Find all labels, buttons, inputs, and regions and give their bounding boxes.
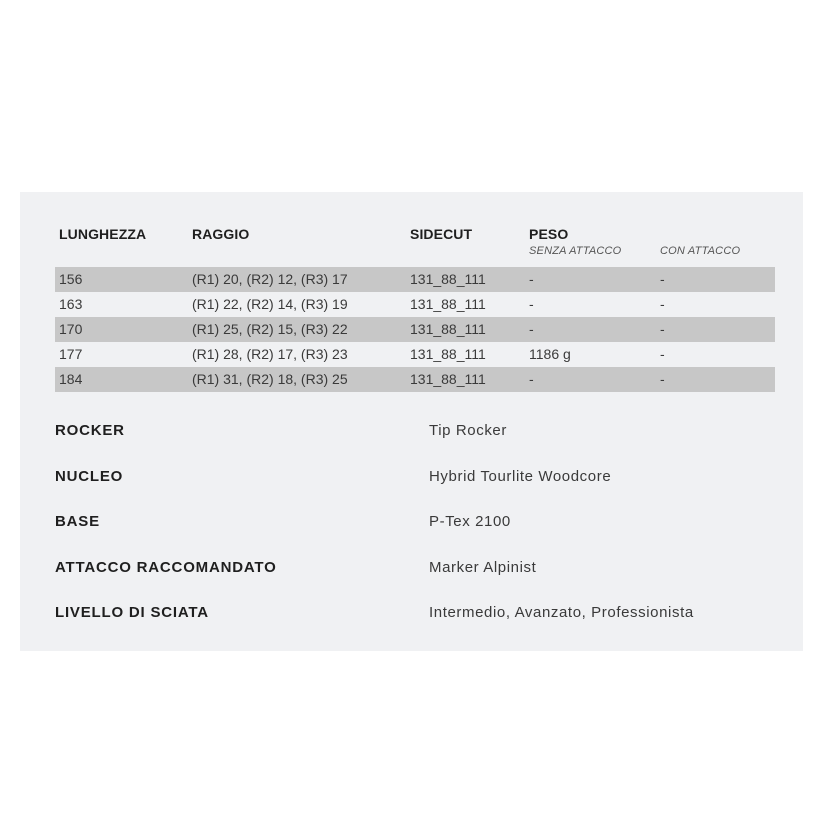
- header-weight: PESO: [529, 226, 569, 242]
- size-table: [55, 267, 775, 392]
- table-row: [55, 267, 775, 292]
- cell-radius: (R1) 20, (R2) 12, (R3) 17: [192, 271, 348, 287]
- spec-level: [55, 604, 775, 650]
- cell-weight-without: -: [529, 371, 534, 387]
- cell-length: 163: [59, 296, 83, 312]
- spec-value: Tip Rocker: [429, 422, 507, 439]
- spec-label: NUCLEO: [55, 467, 124, 485]
- cell-radius: (R1) 28, (R2) 17, (R3) 23: [192, 346, 348, 362]
- table-row: [55, 317, 775, 342]
- cell-length: 156: [59, 271, 83, 287]
- cell-weight-without: -: [529, 321, 534, 337]
- header-radius: RAGGIO: [192, 226, 250, 242]
- cell-weight-with: -: [660, 321, 665, 337]
- cell-weight-with: -: [660, 271, 665, 287]
- table-row: [55, 367, 775, 392]
- table-header: [55, 226, 775, 266]
- spec-value: Hybrid Tourlite Woodcore: [429, 467, 612, 485]
- cell-weight-with: -: [660, 296, 665, 312]
- spec-rocker: [55, 422, 775, 468]
- cell-sidecut: 131_88_111: [410, 321, 486, 337]
- spec-list: [55, 422, 775, 650]
- cell-weight-without: 1186 g: [529, 346, 571, 362]
- cell-radius: (R1) 22, (R2) 14, (R3) 19: [192, 296, 348, 312]
- spec-value: Marker Alpinist: [429, 558, 537, 576]
- cell-weight-with: -: [660, 371, 665, 387]
- spec-label: BASE: [55, 513, 100, 530]
- cell-length: 170: [59, 321, 83, 337]
- cell-length: 184: [59, 371, 83, 387]
- spec-binding: [55, 559, 775, 605]
- cell-radius: (R1) 25, (R2) 15, (R3) 22: [192, 321, 348, 337]
- table-row: [55, 342, 775, 367]
- spec-value: Intermedio, Avanzato, Professionista: [429, 604, 694, 621]
- spec-core: [55, 468, 775, 514]
- cell-sidecut: 131_88_111: [410, 271, 486, 287]
- cell-radius: (R1) 31, (R2) 18, (R3) 25: [192, 371, 348, 387]
- cell-length: 177: [59, 346, 83, 362]
- header-weight-without: SENZA ATTACCO: [529, 245, 622, 257]
- table-row: [55, 292, 775, 317]
- spec-value: P-Tex 2100: [429, 513, 511, 530]
- cell-weight-with: -: [660, 346, 665, 362]
- cell-sidecut: 131_88_111: [410, 296, 486, 312]
- cell-sidecut: 131_88_111: [410, 346, 486, 362]
- spec-label: ROCKER: [55, 422, 125, 439]
- header-length: LUNGHEZZA: [59, 226, 147, 242]
- header-sidecut: SIDECUT: [410, 226, 473, 242]
- spec-label: LIVELLO DI SCIATA: [55, 604, 209, 621]
- spec-card: [20, 192, 803, 651]
- cell-sidecut: 131_88_111: [410, 371, 486, 387]
- spec-base: [55, 513, 775, 559]
- cell-weight-without: -: [529, 271, 534, 287]
- header-weight-with: CON ATTACCO: [660, 245, 741, 257]
- cell-weight-without: -: [529, 296, 534, 312]
- spec-label: ATTACCO RACCOMANDATO: [55, 558, 277, 576]
